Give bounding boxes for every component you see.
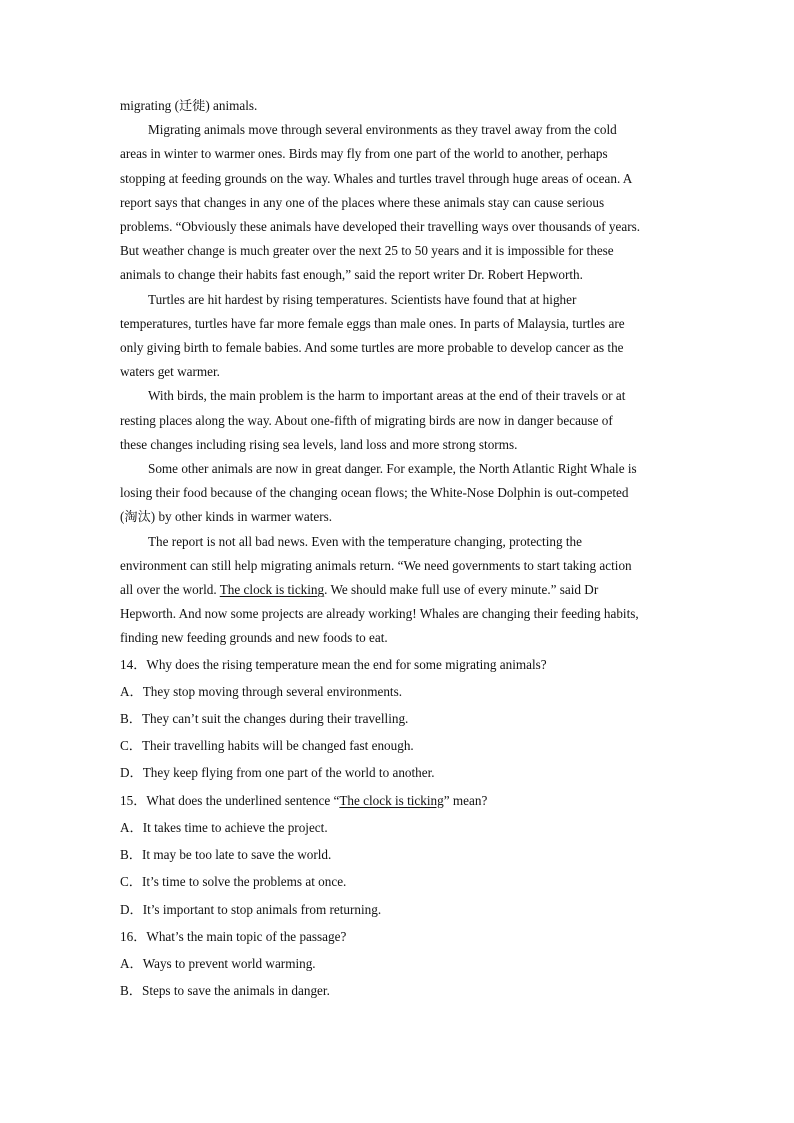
underlined-sentence: The clock is ticking xyxy=(219,582,325,598)
passage-line: animals to change their habits fast enough,” said the report writer Dr. Robert Hepworth. xyxy=(120,267,583,283)
question-text: 15．What does the underlined sentence “ xyxy=(120,792,340,808)
passage-line: Some other animals are now in great danger. For example, the North Atlantic Right Whale is xyxy=(148,461,637,477)
passage-line: temperatures, turtles have far more female eggs than male ones. In parts of Malaysia, turtles are xyxy=(120,315,625,331)
answer-option: A．It takes time to achieve the project. xyxy=(120,819,328,835)
passage-line: only giving birth to female babies. And some turtles are more probable to develop cancer as the xyxy=(120,340,624,356)
question-stem xyxy=(120,787,676,814)
document-page xyxy=(120,94,676,1004)
question-text: ” mean? xyxy=(443,792,488,808)
passage-line: resting places along the way. About one-fifth of migrating birds are now in danger because of xyxy=(120,412,613,428)
passage-line: stopping at feeding grounds on the way. Whales and turtles travel through huge areas of ocean. A xyxy=(120,170,633,186)
passage-line: migrating (迁徙) animals. xyxy=(120,98,258,113)
question-15 xyxy=(120,787,676,923)
answer-option: A．They stop moving through several environments. xyxy=(120,683,403,699)
passage-line: Migrating animals move through several environments as they travel away from the cold xyxy=(148,122,617,138)
passage-line: Hepworth. And now some projects are already working! Whales are changing their feeding habits, xyxy=(120,606,639,622)
passage-line: losing their food because of the changing ocean flows; the White-Nose Dolphin is out-competed xyxy=(120,485,629,501)
passage-line: With birds, the main problem is the harm to important areas at the end of their travels or at xyxy=(148,388,626,404)
passage-line: environment can still help migrating animals return. “We need governments to start taking action xyxy=(120,557,632,573)
passage-line: (淘汰) by other kinds in warmer waters. xyxy=(120,509,333,525)
passage-line: The report is not all bad news. Even with the temperature changing, protecting the xyxy=(148,533,582,549)
question-14 xyxy=(120,651,676,787)
passage-line: finding new feeding grounds and new foods to eat. xyxy=(120,630,388,646)
passage-line: these changes including rising sea levels, land loss and more strong storms. xyxy=(120,436,518,452)
passage-text: all over the world. xyxy=(120,582,220,598)
reading-passage xyxy=(120,94,676,651)
passage-line: But weather change is much greater over the next 25 to 50 years and it is impossible for these xyxy=(120,243,614,259)
passage-line: waters get warmer. xyxy=(120,364,220,380)
answer-option: B．They can’t suit the changes during their travelling. xyxy=(120,711,409,727)
answer-option: D．It’s important to stop animals from returning. xyxy=(120,901,382,917)
answer-option: C．Their travelling habits will be changed fast enough. xyxy=(120,738,414,754)
answer-option: B．Steps to save the animals in danger. xyxy=(120,983,330,999)
underlined-quote: The clock is ticking xyxy=(339,792,444,808)
answer-option: A．Ways to prevent world warming. xyxy=(120,955,316,971)
passage-line: report says that changes in any one of the places where these animals stay can cause serious xyxy=(120,194,605,210)
passage-line: areas in winter to warmer ones. Birds may fly from one part of the world to another, perhaps xyxy=(120,146,608,162)
answer-option: D．They keep flying from one part of the world to another. xyxy=(120,765,435,781)
passage-line-with-underline xyxy=(120,578,676,602)
answer-option: C．It’s time to solve the problems at once. xyxy=(120,874,347,890)
answer-option: B．It may be too late to save the world. xyxy=(120,847,332,863)
question-16 xyxy=(120,923,676,1005)
passage-text: . We should make full use of every minute.” said Dr xyxy=(324,582,599,598)
question-stem: 16．What’s the main topic of the passage? xyxy=(120,928,347,944)
question-stem: 14．Why does the rising temperature mean the end for some migrating animals? xyxy=(120,656,547,672)
passage-line: problems. “Obviously these animals have developed their travelling ways over thousands of years. xyxy=(120,219,641,235)
passage-line: Turtles are hit hardest by rising temperatures. Scientists have found that at higher xyxy=(148,291,577,307)
